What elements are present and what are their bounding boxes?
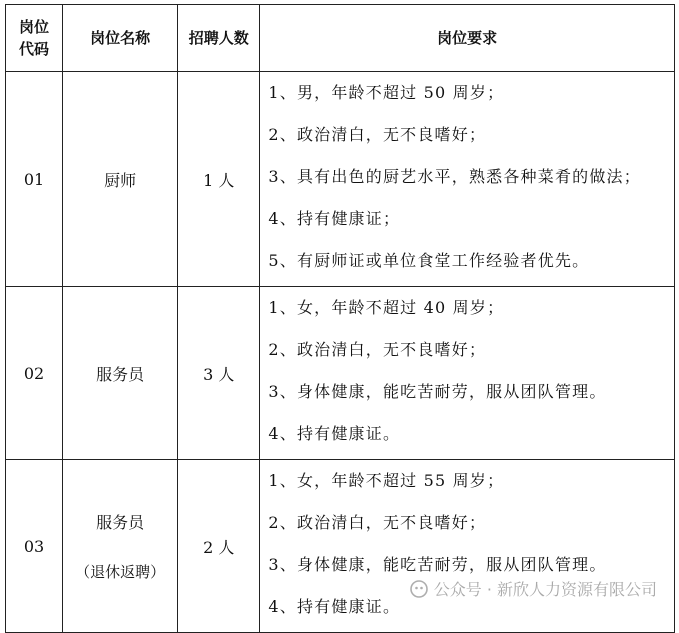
row-code: 01 bbox=[6, 72, 63, 287]
row-count: 1 人 bbox=[178, 72, 260, 287]
row-name: 服务员 bbox=[96, 513, 145, 532]
row-name: 厨师 bbox=[63, 72, 178, 287]
requirement-item: 1、女，年龄不超过 40 周岁； bbox=[268, 298, 505, 317]
requirement-item: 1、女，年龄不超过 55 周岁； bbox=[268, 471, 505, 490]
requirement-item: 2、政治清白，无不良嗜好； bbox=[268, 125, 487, 144]
row-code: 03 bbox=[6, 460, 63, 633]
requirement-item: 3、身体健康，能吃苦耐劳，服从团队管理。 bbox=[268, 382, 607, 401]
watermark-text: 公众号 · 新欣人力资源有限公司 bbox=[433, 580, 657, 599]
table-row bbox=[6, 72, 675, 287]
watermark bbox=[410, 577, 657, 600]
row-name: 服务员 bbox=[63, 287, 178, 460]
requirement-item: 5、有厨师证或单位食堂工作经验者优先。 bbox=[268, 251, 590, 270]
requirement-item: 4、持有健康证。 bbox=[268, 424, 401, 443]
requirement-item: 3、具有出色的厨艺水平，熟悉各种菜肴的做法； bbox=[268, 167, 641, 186]
requirement-item: 2、政治清白，无不良嗜好； bbox=[268, 340, 487, 359]
row-code: 02 bbox=[6, 287, 63, 460]
row-count: 3 人 bbox=[178, 287, 260, 460]
job-table bbox=[5, 4, 675, 633]
requirement-item: 2、政治清白，无不良嗜好； bbox=[268, 513, 487, 532]
row-count: 2 人 bbox=[178, 460, 260, 633]
requirement-item: 4、持有健康证； bbox=[268, 209, 401, 228]
table-row bbox=[6, 287, 675, 460]
header-name: 岗位名称 bbox=[63, 5, 178, 72]
row-subname: （退休返聘） bbox=[75, 563, 166, 581]
table-row bbox=[6, 460, 675, 633]
row-name-cell bbox=[63, 460, 178, 633]
requirement-item: 4、持有健康证。 bbox=[268, 597, 401, 616]
row-requirements bbox=[260, 72, 675, 287]
header-requirements: 岗位要求 bbox=[260, 5, 675, 72]
requirement-item: 1、男，年龄不超过 50 周岁； bbox=[268, 83, 505, 102]
header-count: 招聘人数 bbox=[178, 5, 260, 72]
table-header-row bbox=[6, 5, 675, 72]
row-requirements bbox=[260, 287, 675, 460]
row-requirements bbox=[260, 460, 675, 633]
requirement-item: 3、身体健康，能吃苦耐劳，服从团队管理。 bbox=[268, 555, 607, 574]
wechat-official-account-icon bbox=[410, 580, 428, 598]
header-code: 岗位代码 bbox=[6, 5, 63, 72]
